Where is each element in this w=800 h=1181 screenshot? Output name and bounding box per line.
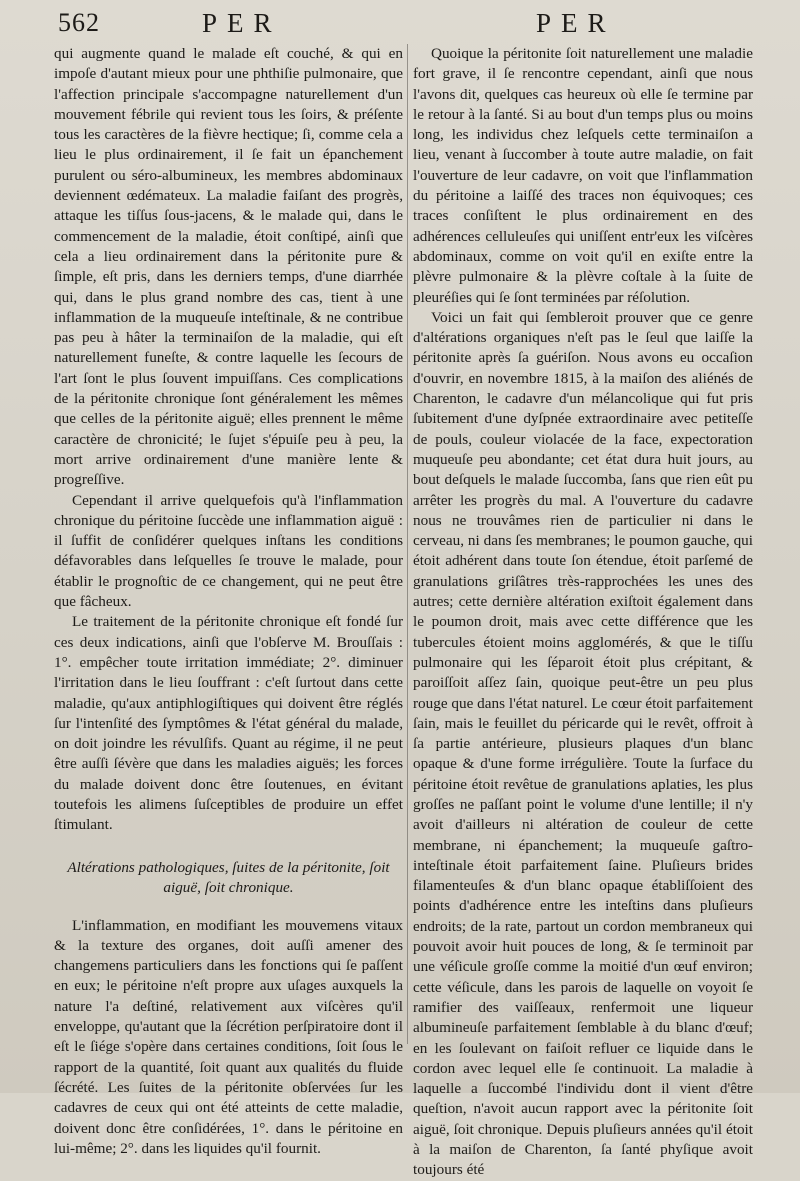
right-paragraph-2: Voici un fait qui ſembleroit prouver que ce genre d'altérations organiques n'eſt pas le ſeul que laiſſe la péritonite après ſa guériſon. Nous avons eu occaſion d'ouvrir, en novembre 1815, à la maiſon des aliénés de Charenton, le cadavre d'un mélancolique qui fut pris ſubitement d'une dyſpnée extraordinaire avec petiteſſe de pouls, couleur violacée de la face, expectoration muqueuſe peu abondante; cet état dura huit jours, au bout deſquels le malade ſuccomba, ſans que rien eût pu arrêter les progrès du mal. A l'ouverture du cadavre nous ne trouvâmes rien de particulier ni dans le cerveau, ni dans ſes membranes; le poumon gauche, qui étoit adhérent dans toute ſon étendue, étoit parſemé de granulations griſâtres très-rapprochées les unes des autres; cette dernière altération exiſtoit également dans le poumon droit, mais avec cette différence que les tubercules étoient moins agglomérés, & que le tiſſu pulmonaire qui les ſéparoit étoit plus crépitant, & paroiſſoit aſſez ſain, quoique peut-être un peu plus rouge que dans l'état naturel. Le cœur étoit parfaitement ſain, mais le feuillet du péricarde qui le revêt, offroit à ſa partie antérieure, plusieurs plaques d'un blanc opaque & d'une forme irrégulière. Toute la ſurface du péritoine étoit revêtue de granulations aplaties, les plus groſſes ne paſſant point le volume d'une lentille; il n'y avoit d'ailleurs ni altération de couleur de cette membrane, ni épanchement; la muqueuſe gaſtro-inteſtinale étoit parfaitement ſaine. Pluſieurs brides filamenteuſes & d'un blanc opaque établiſſoient des points d'adhérence entre les inteſtins dans pluſieurs endroits; de la rate, partout un cordon membraneux qui pouvoit avoir huit pouces de long, & ſe terminoit par une véſicule groſſe comme la moitié d'un œuf environ; cette véſicule, dans les parois de laquelle on voyoit ſe ramifier des vaiſſeaux, renfermoit une liqueur albumineuſe parfaitement ſemblable à du blanc d'œuf; en les ſoulevant on faiſoit refluer ce liquide dans le cordon avec lequel elle ſe continuoit. La maladie à laquelle a ſuccombé l'individu dont il vient d'être queſtion, n'avoit aucun rapport avec la péritonite ſoit aiguë, ſoit chronique. Depuis pluſieurs années qu'il étoit à la maiſon de Charenton, ſa ſanté phyſique avoit toujours été xyxy=(413,308,753,1179)
right-paragraph-1: Quoique la péritonite ſoit naturellement une maladie fort grave, il ſe rencontre cependant, ainſi que nous l'avons dit, quelques cas heureux où elle ſe termine par le retour à la ſanté. Si au bout d'un temps plus ou moins long, les individus chez leſquels cette terminaiſon a lieu, venant à ſuccomber à toute autre maladie, on fait l'ouverture de leur cadavre, on voit que l'inflammation du péritoine a laiſſé des traces non équivoques; ces traces conſiſtent le plus ordinairement en des adhérences celluleuſes qui uniſſent entr'eux les viſcères abdominaux, comme on voit qu'il en exiſte entre la plèvre pulmonaire & la plèvre coſtale à la ſuite de pleuréſies qui ſe ſont terminées par réſolution. xyxy=(413,45,753,306)
section-heading: Altérations pathologiques, ſuites de la péritonite, ſoit aiguë, ſoit chronique. xyxy=(67,858,390,896)
left-paragraph-2: Cependant il arrive quelquefois qu'à l'inflammation chronique du péritoine ſuccède une inflammation aiguë : il ſuffit de conſidérer quelques inſtans les conditions défavorables dans leſquelles ſe trouve le malade, pour établir le prognoſtic de ce changement, qui ne peut être que fâcheux. xyxy=(54,491,403,611)
left-paragraph-4: L'inflammation, en modifiant les mouvemens vitaux & la texture des organes, doit auſſi amener des changemens particuliers dans les fonctions qui ſe paſſent en eux; le péritoine n'eſt propre aux uſages auxquels la nature l'a deſtiné, relativement aux viſcères qu'il enveloppe, qu'autant que la ſécrétion perſpiratoire dont il eſt le ſiége s'opère dans certaines conditions, ſoit ſous le rapport de la quantité, ſoit quant aux qualités du fluide ſécrété. Les ſuites de la péritonite obſervées ſur les cadavres de ceux qui ont été atteints de cette maladie, doivent donc être conſidérées, 1°. dans le péritoine en lui-même; 2°. dans les liquides qu'il fournit. xyxy=(54,916,403,1157)
left-paragraph-1: qui augmente quand le malade eſt couché, & qui en impoſe d'autant mieux pour une phthiſie pulmonaire, que l'affection principale s'accompagne naturellement d'un mouvement fébrile qui revient tous les ſoirs, & préſente tous les caractères de la fièvre hectique; ſi, comme cela a lieu le plus ordinairement, il ſe fait un épanchement purulent ou séro-albumineux, les membres abdominaux deviennent œdémateux. La maladie faiſant des progrès, attaque les tiſſus ſous-jacens, & le malade qui, dans le commencement de la maladie, étoit conſtipé, ainſi que cela a lieu ordinairement dans la péritonite pure & ſimple, eſt pris, dans les derniers temps, d'une diarrhée qui, dans le plus grand nombre des cas, tient à une inflammation de la muqueuſe inteſtinale, & ne contribue pas peu à hâter la terminaiſon de la maladie, qui eſt naturellement funeſte, & contre laquelle les ſecours de l'art ſont le plus ſouvent impuiſſans. Ces complications de la péritonite chronique ſont généralement les mêmes que celles de la péritonite aiguë; elles prennent le même caractère de chronicité; le ſujet s'épuiſe peu à peu, la mort arrive ordinairement d'une manière lente & progreſſive. xyxy=(54,45,403,489)
page-header xyxy=(0,8,800,42)
page-number: 562 xyxy=(58,8,100,37)
left-paragraph-3: Le traitement de la péritonite chronique eſt fondé ſur ces deux indications, ainſi que l'obſerve M. Brouſſais : 1°. empêcher toute irritation immédiate; 2°. diminuer l'irritation dans le lieu ſouffrant : c'eſt ſurtout dans cette maladie, qu'aux antiphlogiſtiques qui doivent être réglés ſur l'intenſité des ſymptômes & l'état général du malade, on doit joindre les révulſifs. Quant au régime, il ne peut être auſſi ſévère que dans les maladies aiguës; les forces du malade doivent donc être ſoutenues, en évitant toutefois les alimens ſuſceptibles de produire un effet ſtimulant. xyxy=(54,613,403,834)
left-column xyxy=(54,44,403,1159)
running-head-left: PER xyxy=(202,8,282,38)
right-column xyxy=(413,44,753,1181)
column-divider xyxy=(407,44,408,1044)
running-head-right: PER xyxy=(536,8,616,38)
